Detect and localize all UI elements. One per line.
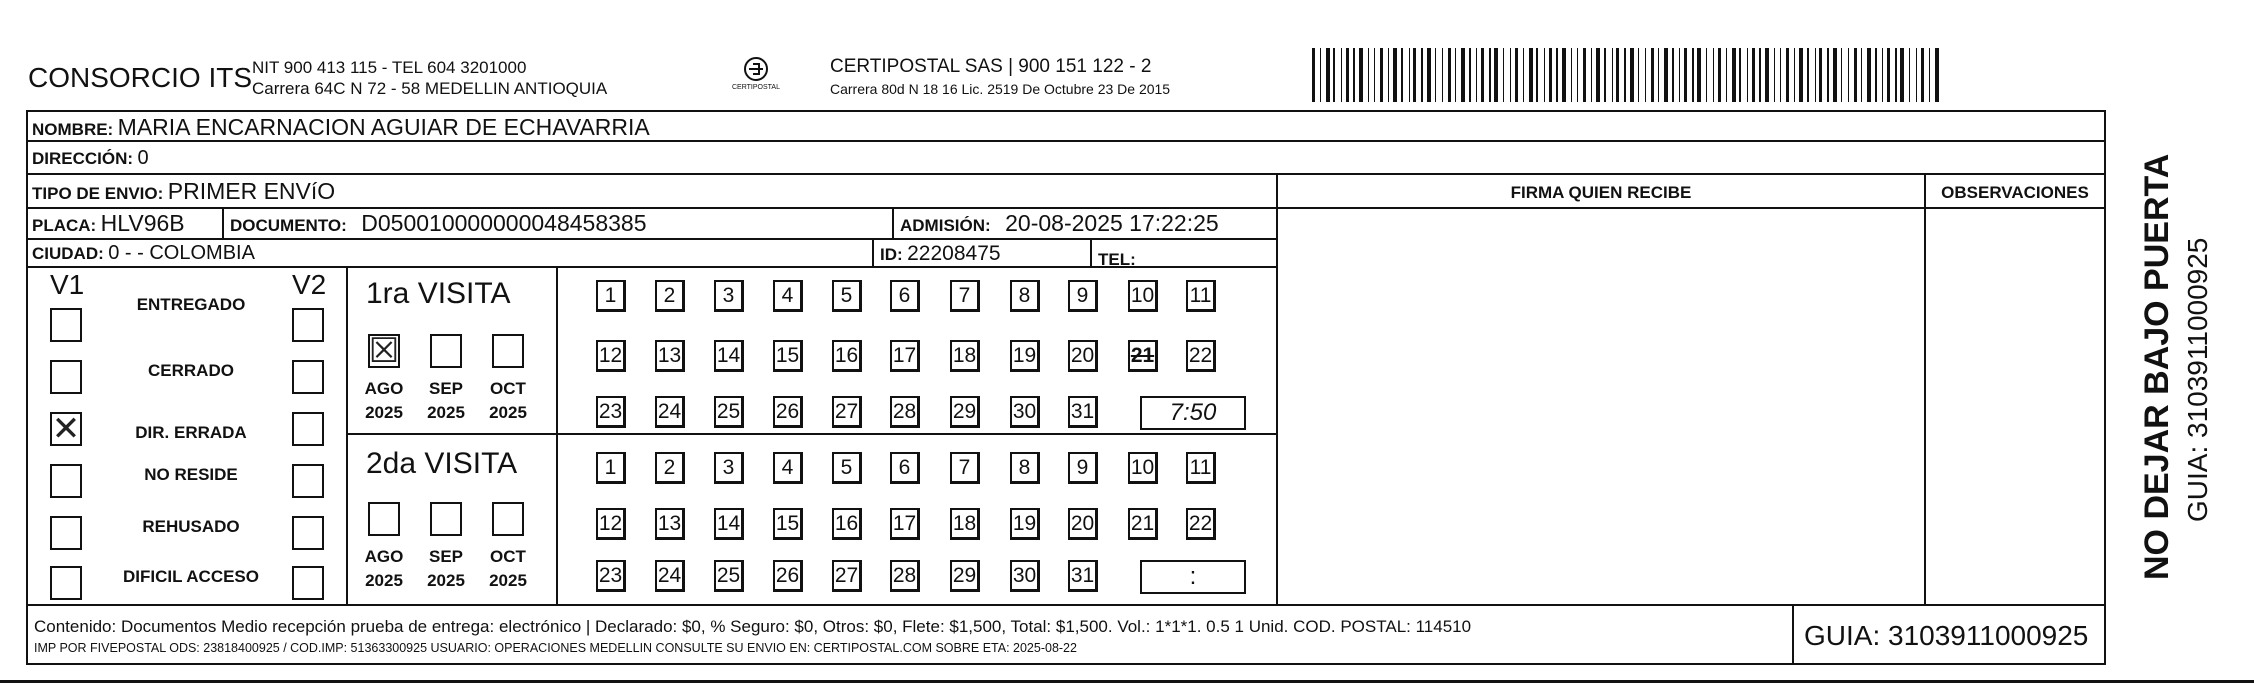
- barcode-bar: [1718, 48, 1721, 102]
- barcode-bar: [1929, 48, 1930, 102]
- visit2-day-box[interactable]: 12: [596, 508, 626, 540]
- barcode-bar: [1374, 48, 1375, 102]
- visit1-month-label: AGO: [364, 379, 404, 398]
- visit1-day-box[interactable]: 18: [950, 340, 980, 372]
- barcode-bar: [1380, 48, 1383, 102]
- frame-right: [2104, 110, 2106, 665]
- admision-row: [900, 212, 1219, 235]
- visit2-day-box[interactable]: 22: [1186, 508, 1216, 540]
- barcode-bar: [1861, 48, 1862, 102]
- documento-label: DOCUMENTO:: [230, 216, 347, 235]
- visit2-day-box[interactable]: 13: [655, 508, 685, 540]
- firma-col-left: [1276, 173, 1278, 605]
- barcode-bar: [1747, 48, 1748, 102]
- visit2-day-box[interactable]: 26: [773, 560, 803, 592]
- visit1-day-box[interactable]: 15: [773, 340, 803, 372]
- visit1-day-box[interactable]: 21: [1128, 340, 1158, 372]
- visit1-day-box[interactable]: 5: [832, 280, 862, 312]
- barcode-bar: [1630, 48, 1634, 102]
- visit2-day-box[interactable]: 7: [950, 452, 980, 484]
- barcode-bar: [1935, 48, 1939, 102]
- barcode-bar: [1895, 48, 1897, 102]
- visit1-day-box[interactable]: 28: [890, 396, 920, 428]
- barcode-bar: [1577, 48, 1578, 102]
- v2-checkbox[interactable]: [292, 360, 324, 394]
- barcode-bar: [1612, 48, 1613, 102]
- barcode-bar: [1732, 48, 1736, 102]
- visit1-time-box[interactable]: 7:50: [1140, 396, 1246, 430]
- no-dejar-bajo-puerta: NO DEJAR BAJO PUERTA: [2138, 153, 2176, 580]
- barcode-bar: [1455, 48, 1456, 102]
- x-mark-icon: ✕: [51, 410, 81, 448]
- visit2-day-box[interactable]: 19: [1010, 508, 1040, 540]
- documento-value: D050010000000048458385: [361, 210, 647, 236]
- barcode-bar: [1368, 48, 1369, 102]
- visit2-day-box[interactable]: 2: [655, 452, 685, 484]
- visit1-day-box[interactable]: 10: [1128, 280, 1158, 312]
- barcode-bar: [1413, 48, 1416, 102]
- visit1-month-checkbox[interactable]: [368, 334, 400, 368]
- visit2-day-box[interactable]: 8: [1010, 452, 1040, 484]
- sender-name: CONSORCIO ITS: [28, 62, 253, 93]
- barcode-bar: [1523, 48, 1524, 102]
- visit1-day-box[interactable]: 8: [1010, 280, 1040, 312]
- visit2-time-box[interactable]: :: [1140, 560, 1246, 594]
- visit1-day-box[interactable]: 16: [832, 340, 862, 372]
- barcode-bar: [1916, 48, 1917, 102]
- v2-checkbox[interactable]: [292, 566, 324, 600]
- barcode-bar: [1409, 48, 1410, 102]
- barcode-bar: [1421, 48, 1423, 102]
- row-line: [26, 140, 2106, 142]
- status-label: DIR. ERRADA: [135, 423, 247, 442]
- barcode-bar: [1624, 48, 1626, 102]
- visit2-month-label: AGO: [364, 547, 404, 566]
- row-line: [26, 173, 2106, 175]
- barcode-bar: [1679, 48, 1680, 102]
- visit2-year-label: 2025: [365, 571, 403, 590]
- barcode-bar: [1562, 48, 1566, 102]
- visit2-day-box[interactable]: 10: [1128, 452, 1158, 484]
- status-visit-sep: [346, 266, 348, 605]
- barcode-bar: [1435, 48, 1436, 102]
- visit1-day-box[interactable]: 29: [950, 396, 980, 428]
- visit1-year-label: 2025: [365, 403, 403, 422]
- certipostal-logo: [726, 56, 786, 96]
- id-value: 22208475: [907, 242, 1001, 265]
- obs-col-left: [1924, 173, 1926, 605]
- nombre-label: NOMBRE:: [32, 120, 114, 139]
- barcode-bar: [1854, 48, 1857, 102]
- sender-address: Carrera 64C N 72 - 58 MEDELLIN ANTIOQUIA: [252, 79, 608, 98]
- barcode-bar: [1448, 48, 1451, 102]
- v2-checkbox[interactable]: [292, 464, 324, 498]
- barcode-bar: [1333, 48, 1335, 102]
- tipo-row: [32, 180, 335, 203]
- visit2-title: 2da VISITA: [366, 447, 518, 480]
- barcode-bar: [1549, 48, 1552, 102]
- v2-checkbox[interactable]: [292, 412, 324, 446]
- barcode-bar: [1515, 48, 1518, 102]
- visit2-day-box[interactable]: 25: [714, 560, 744, 592]
- barcode-bar: [1359, 48, 1363, 102]
- visit2-month-checkbox[interactable]: [492, 502, 524, 536]
- visit2-day-box[interactable]: 3: [714, 452, 744, 484]
- nombre-row: [32, 116, 650, 139]
- v1-checkbox[interactable]: [50, 566, 82, 600]
- visit2-day-box[interactable]: 14: [714, 508, 744, 540]
- barcode-bar: [1697, 48, 1701, 102]
- nombre-value: MARIA ENCARNACION AGUIAR DE ECHAVARRIA: [117, 114, 650, 140]
- tel-label: TEL:: [1098, 250, 1136, 269]
- barcode-bar: [1672, 48, 1674, 102]
- frame-bottom: [26, 663, 2106, 665]
- visit1-day-box[interactable]: 24: [655, 396, 685, 428]
- direccion-row: [32, 148, 149, 168]
- admision-value: 20-08-2025 17:22:25: [1005, 210, 1219, 236]
- barcode-bar: [1774, 48, 1775, 102]
- barcode-bar: [1807, 48, 1809, 102]
- status-label: ENTREGADO: [136, 295, 246, 314]
- imp-text: IMP POR FIVEPOSTAL ODS: 23818400925 / COD.IMP: 51363300925 USUARIO: OPERACIONES MEDELLIN CONSULTE SU ENVIO EN: CERTIPOSTAL.COM SOBRE ETA: 2025-08-22: [34, 641, 1077, 655]
- barcode-bar: [1706, 48, 1707, 102]
- barcode-bar: [1726, 48, 1727, 102]
- tipo-value: PRIMER ENVíO: [167, 178, 336, 204]
- visit1-day-box[interactable]: 30: [1010, 396, 1040, 428]
- visit2-day-box[interactable]: 9: [1068, 452, 1098, 484]
- firma-header: FIRMA QUIEN RECIBE: [1510, 183, 1692, 202]
- barcode: [1312, 48, 1942, 102]
- barcode-bar: [1759, 48, 1761, 102]
- status-label: CERRADO: [148, 361, 234, 380]
- visit1-day-box[interactable]: 26: [773, 396, 803, 428]
- logo-caption: CERTIPOSTAL: [732, 84, 780, 91]
- barcode-bar: [1489, 48, 1491, 102]
- status-label: DIFICIL ACCESO: [122, 567, 259, 586]
- bottom-rule: [0, 680, 2254, 683]
- admision-label: ADMISIÓN:: [900, 216, 991, 235]
- barcode-bar: [1461, 48, 1465, 102]
- barcode-bar: [1503, 48, 1504, 102]
- barcode-bar: [1401, 48, 1403, 102]
- barcode-bar: [1346, 48, 1349, 102]
- visit1-day-box[interactable]: 22: [1186, 340, 1216, 372]
- visit2-day-box[interactable]: 27: [832, 560, 862, 592]
- id-label: ID:: [880, 245, 903, 264]
- visit1-day-box[interactable]: 23: [596, 396, 626, 428]
- barcode-bar: [1819, 48, 1822, 102]
- v2-label: V2: [292, 269, 327, 300]
- visit1-month-label: OCT: [490, 379, 526, 398]
- ciudad-label: CIUDAD:: [32, 244, 104, 263]
- barcode-bar: [1900, 48, 1904, 102]
- barcode-bar: [1510, 48, 1511, 102]
- visit2-day-box[interactable]: 15: [773, 508, 803, 540]
- visit2-day-box[interactable]: 18: [950, 508, 980, 540]
- carrier-name: CERTIPOSTAL SAS | 900 151 122 - 2: [830, 56, 1152, 77]
- visit1-day-box[interactable]: 6: [890, 280, 920, 312]
- visit1-day-box[interactable]: 4: [773, 280, 803, 312]
- visit2-day-box[interactable]: 20: [1068, 508, 1098, 540]
- tipo-label: TIPO DE ENVIO:: [32, 184, 164, 203]
- barcode-bar: [1833, 48, 1837, 102]
- id-tel-sep: [1090, 238, 1092, 267]
- visit2-day-box[interactable]: 23: [596, 560, 626, 592]
- sender-nit-tel: NIT 900 413 115 - TEL 604 3201000: [252, 58, 527, 77]
- visit1-day-box[interactable]: 14: [714, 340, 744, 372]
- placa-value: HLV96B: [100, 210, 185, 236]
- placa-row: [32, 212, 185, 235]
- barcode-bar: [1571, 48, 1572, 102]
- visit1-day-box[interactable]: 11: [1186, 280, 1216, 312]
- visit2-month-label: OCT: [490, 547, 526, 566]
- visit1-day-box[interactable]: 17: [890, 340, 920, 372]
- visit2-day-box[interactable]: 29: [950, 560, 980, 592]
- barcode-bar: [1536, 48, 1538, 102]
- visit1-day-box[interactable]: 31: [1068, 396, 1098, 428]
- placa-doc-sep: [222, 207, 224, 239]
- barcode-bar: [1692, 48, 1694, 102]
- visit2-month-checkbox[interactable]: [368, 502, 400, 536]
- barcode-bar: [1875, 48, 1877, 102]
- visit2-day-box[interactable]: 24: [655, 560, 685, 592]
- barcode-bar: [1684, 48, 1687, 102]
- barcode-bar: [1353, 48, 1355, 102]
- barcode-bar: [1427, 48, 1431, 102]
- barcode-bar: [1591, 48, 1592, 102]
- status-label: NO RESIDE: [144, 465, 238, 484]
- observaciones-header: OBSERVACIONES: [1941, 183, 2089, 202]
- v1-checkbox[interactable]: [50, 308, 82, 342]
- barcode-bar: [1841, 48, 1842, 102]
- visit1-month-checkbox[interactable]: [430, 334, 462, 368]
- visit2-day-box[interactable]: 28: [890, 560, 920, 592]
- visit2-day-box[interactable]: 16: [832, 508, 862, 540]
- visit2-year-label: 2025: [489, 571, 527, 590]
- barcode-bar: [1752, 48, 1755, 102]
- visit1-day-box[interactable]: 2: [655, 280, 685, 312]
- visit1-day-box[interactable]: 7: [950, 280, 980, 312]
- direccion-value: 0: [137, 147, 149, 169]
- documento-row: [230, 212, 646, 235]
- v2-checkbox[interactable]: [292, 516, 324, 550]
- barcode-bar: [1739, 48, 1741, 102]
- visit1-day-box[interactable]: 19: [1010, 340, 1040, 372]
- ciudad-id-sep: [872, 238, 874, 267]
- frame-left: [26, 110, 28, 665]
- barcode-bar: [1887, 48, 1890, 102]
- visit1-month-label: SEP: [428, 379, 464, 398]
- barcode-bar: [1529, 48, 1533, 102]
- guia-box-sep: [1792, 604, 1794, 664]
- barcode-bar: [1780, 48, 1781, 102]
- barcode-bar: [1326, 48, 1330, 102]
- direccion-label: DIRECCIÓN:: [32, 149, 134, 168]
- v1-checkbox[interactable]: [50, 516, 82, 550]
- barcode-bar: [1583, 48, 1586, 102]
- guia-footer: GUIA: 3103911000925: [1804, 620, 2089, 651]
- barcode-bar: [1664, 48, 1668, 102]
- visit1-day-box[interactable]: 12: [596, 340, 626, 372]
- v1-label: V1: [50, 269, 85, 300]
- barcode-bar: [1658, 48, 1659, 102]
- visit1-day-box[interactable]: 27: [832, 396, 862, 428]
- barcode-bar: [1544, 48, 1545, 102]
- visit1-day-box[interactable]: 13: [655, 340, 685, 372]
- barcode-bar: [1867, 48, 1871, 102]
- barcode-bar: [1616, 48, 1619, 102]
- visit1-day-box[interactable]: 9: [1068, 280, 1098, 312]
- visit2-day-box[interactable]: 17: [890, 508, 920, 540]
- visit-calendar-sep: [556, 266, 558, 605]
- visit1-year-label: 2025: [489, 403, 527, 422]
- barcode-bar: [1645, 48, 1646, 102]
- visit2-month-checkbox[interactable]: [430, 502, 462, 536]
- contenido-text: Contenido: Documentos Medio recepción prueba de entrega: electrónico | Declarado: $0, % Seguro: $0, Otros: $0, Flete: $1,500, Total: $1,500. Vol.: 1*1*1. 0.5 1 Unid. COD. POSTAL: 114510: [34, 617, 1472, 636]
- visit2-day-box[interactable]: 6: [890, 452, 920, 484]
- ciudad-row: [32, 243, 255, 263]
- barcode-bar: [1909, 48, 1910, 102]
- barcode-bar: [1827, 48, 1829, 102]
- visit1-year-label: 2025: [427, 403, 465, 422]
- barcode-bar: [1786, 48, 1789, 102]
- barcode-bar: [1596, 48, 1600, 102]
- barcode-bar: [1794, 48, 1795, 102]
- visit1-month-checkbox[interactable]: [492, 334, 524, 368]
- barcode-bar: [1799, 48, 1803, 102]
- v2-checkbox[interactable]: [292, 308, 324, 342]
- visit1-day-box[interactable]: 3: [714, 280, 744, 312]
- barcode-bar: [1848, 48, 1849, 102]
- doc-admision-sep: [892, 207, 894, 239]
- visit2-day-box[interactable]: 5: [832, 452, 862, 484]
- barcode-bar: [1651, 48, 1654, 102]
- barcode-bar: [1481, 48, 1484, 102]
- frame-top: [26, 110, 2106, 112]
- visit2-day-box[interactable]: 11: [1186, 452, 1216, 484]
- ciudad-value: 0 - - COLOMBIA: [108, 242, 255, 264]
- id-row: [880, 243, 1001, 264]
- barcode-bar: [1312, 48, 1315, 102]
- barcode-bar: [1388, 48, 1389, 102]
- visit2-month-label: SEP: [428, 547, 464, 566]
- x-mark-icon: ☒: [368, 332, 400, 370]
- visit1-day-box[interactable]: 1: [596, 280, 626, 312]
- barcode-bar: [1713, 48, 1714, 102]
- barcode-bar: [1921, 48, 1924, 102]
- visit1-day-box[interactable]: 25: [714, 396, 744, 428]
- status-label: REHUSADO: [142, 517, 240, 536]
- v1-checkbox[interactable]: [50, 464, 82, 498]
- visit2-day-box[interactable]: 31: [1068, 560, 1098, 592]
- barcode-bar: [1494, 48, 1498, 102]
- barcode-bar: [1638, 48, 1639, 102]
- row-line: [26, 207, 2106, 209]
- placa-label: PLACA:: [32, 216, 97, 235]
- barcode-bar: [1476, 48, 1477, 102]
- visit1-day-box[interactable]: 20: [1068, 340, 1098, 372]
- barcode-bar: [1393, 48, 1397, 102]
- v1-checkbox[interactable]: [50, 412, 82, 446]
- guia-vertical: GUIA: 3103911000925: [2182, 237, 2213, 522]
- v1-checkbox[interactable]: [50, 360, 82, 394]
- tel-row: [1098, 246, 1136, 269]
- barcode-bar: [1604, 48, 1606, 102]
- row-line: [26, 604, 2106, 606]
- visit-row-sep: [346, 433, 1278, 435]
- barcode-bar: [1320, 48, 1321, 102]
- visit2-day-box[interactable]: 30: [1010, 560, 1040, 592]
- barcode-bar: [1556, 48, 1558, 102]
- visit2-year-label: 2025: [427, 571, 465, 590]
- barcode-bar: [1341, 48, 1342, 102]
- barcode-bar: [1469, 48, 1471, 102]
- barcode-bar: [1815, 48, 1816, 102]
- barcode-bar: [1882, 48, 1883, 102]
- barcode-bar: [1442, 48, 1443, 102]
- visit2-day-box[interactable]: 4: [773, 452, 803, 484]
- visit1-title: 1ra VISITA: [366, 277, 511, 310]
- barcode-bar: [1765, 48, 1769, 102]
- visit2-day-box[interactable]: 1: [596, 452, 626, 484]
- visit2-day-box[interactable]: 21: [1128, 508, 1158, 540]
- carrier-license: Carrera 80d N 18 16 Lic. 2519 De Octubre 23 De 2015: [830, 81, 1171, 97]
